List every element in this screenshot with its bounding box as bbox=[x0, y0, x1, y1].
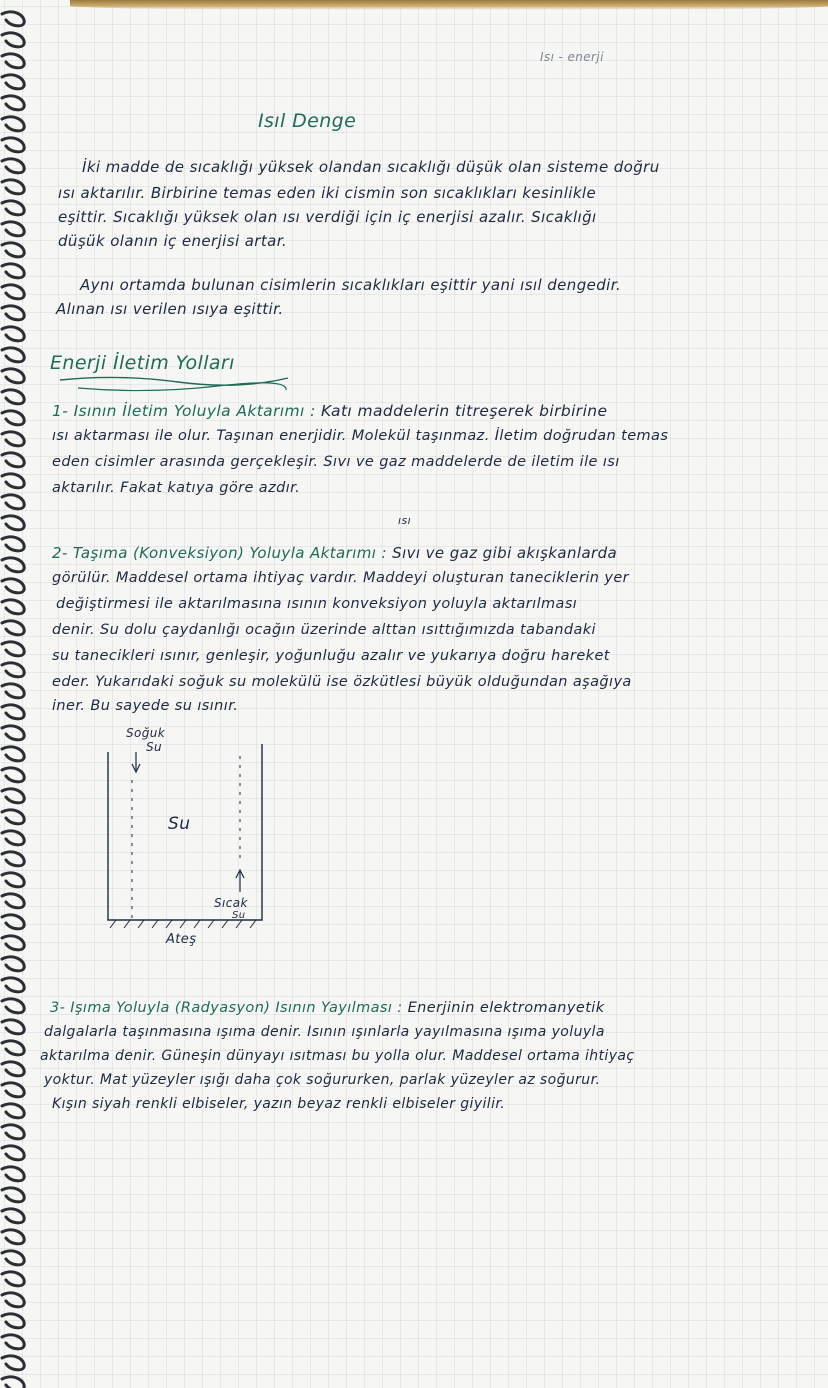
item-3-line: aktarılma denir. Güneşin dünyayı ısıtması bu yolla olur. Maddesel ortama ihtiyaç bbox=[40, 1048, 635, 1064]
spiral-loop bbox=[2, 1356, 24, 1370]
spiral-loop bbox=[2, 411, 24, 425]
spiral-loop bbox=[2, 180, 24, 194]
spiral-loop bbox=[2, 243, 24, 257]
cold-water-label: Soğuk bbox=[126, 726, 166, 740]
hot-water-label-2: Su bbox=[232, 910, 246, 921]
item-2-line: su tanecikleri ısınır, genleşir, yoğunluğu azalır ve yukarıya doğru hareket bbox=[52, 648, 610, 664]
item-2-heading: 2- Taşıma (Konveksiyon) Yoluyla Aktarımı : bbox=[52, 544, 387, 562]
convection-diagram bbox=[96, 722, 296, 962]
spiral-loop bbox=[2, 1041, 24, 1055]
item-2-first-line: Sıvı ve gaz gibi akışkanlarda bbox=[392, 544, 618, 562]
spiral-loop bbox=[2, 600, 24, 614]
spiral-loop bbox=[2, 390, 24, 404]
spiral-loop bbox=[2, 957, 24, 971]
spiral-loop bbox=[2, 222, 24, 236]
spiral-loop bbox=[2, 96, 24, 110]
item-3-line: yoktur. Mat yüzeyler ışığı daha çok soğururken, parlak yüzeyler az soğurur. bbox=[44, 1072, 601, 1088]
fire-label: Ateş bbox=[166, 932, 197, 947]
spiral-loop bbox=[2, 558, 24, 572]
intro-line: İki madde de sıcaklığı yüksek olandan sıcaklığı düşük olan sisteme doğru bbox=[82, 158, 660, 176]
spiral-loop bbox=[2, 1209, 24, 1223]
spiral-loop bbox=[2, 264, 24, 278]
spiral-loop bbox=[2, 306, 24, 320]
spiral-loop bbox=[2, 663, 24, 677]
spiral-loop bbox=[2, 768, 24, 782]
spiral-loop bbox=[2, 159, 24, 173]
insert-note: ısı bbox=[398, 514, 412, 527]
item-1-first-line: Katı maddelerin titreşerek birbirine bbox=[321, 402, 608, 420]
spiral-loop bbox=[2, 621, 24, 635]
intro-line: Aynı ortamda bulunan cisimlerin sıcaklıkları eşittir yani ısıl dengedir. bbox=[80, 276, 622, 294]
spiral-loop bbox=[2, 1314, 24, 1328]
item-3-line: Kışın siyah renkli elbiseler, yazın beyaz renkli elbiseler giyilir. bbox=[52, 1096, 506, 1112]
item-2-line: iner. Bu sayede su ısınır. bbox=[52, 698, 239, 714]
spiral-loop bbox=[2, 201, 24, 215]
spiral-loop bbox=[2, 537, 24, 551]
spiral-loop bbox=[2, 1083, 24, 1097]
spiral-loop bbox=[2, 1167, 24, 1181]
spiral-loop bbox=[2, 369, 24, 383]
page-title: Isıl Denge bbox=[258, 110, 357, 132]
item-1-line: ısı aktarması ile olur. Taşınan enerjidir. Molekül taşınmaz. İletim doğrudan temas bbox=[52, 428, 669, 444]
spiral-loop bbox=[2, 1251, 24, 1265]
spiral-loop bbox=[2, 831, 24, 845]
spiral-loop bbox=[2, 894, 24, 908]
diagram-drawing bbox=[96, 722, 296, 962]
spiral-loop bbox=[2, 642, 24, 656]
cold-water-label-2: Su bbox=[146, 740, 163, 754]
spiral-loop bbox=[2, 1293, 24, 1307]
spiral-loop bbox=[2, 810, 24, 824]
spiral-binding bbox=[0, 0, 34, 1388]
spiral-loop bbox=[2, 138, 24, 152]
spiral-loop bbox=[2, 54, 24, 68]
spiral-loop bbox=[2, 33, 24, 47]
spiral-loop bbox=[2, 1230, 24, 1244]
spiral-loop bbox=[2, 1104, 24, 1118]
spiral-loop bbox=[2, 474, 24, 488]
spiral-loop bbox=[2, 915, 24, 929]
item-3-heading: 3- Işıma Yoluyla (Radyasyon) Isının Yayılması : bbox=[50, 1000, 403, 1016]
page-top-edge bbox=[70, 0, 828, 10]
item-2-line: denir. Su dolu çaydanlığı ocağın üzerinde alttan ısıttığımızda tabandaki bbox=[52, 622, 596, 638]
intro-line: ısı aktarılır. Birbirine temas eden iki cismin son sıcaklıkları kesinlikle bbox=[58, 184, 597, 202]
item-2-line: eder. Yukarıdaki soğuk su molekülü ise özkütlesi büyük olduğundan aşağıya bbox=[52, 674, 632, 690]
spiral-loop bbox=[2, 1020, 24, 1034]
spiral-loop bbox=[2, 348, 24, 362]
spiral-loop bbox=[2, 285, 24, 299]
hot-water-label: Sıcak bbox=[214, 896, 248, 910]
section-underline bbox=[58, 372, 290, 394]
spiral-loop bbox=[2, 1146, 24, 1160]
water-label: Su bbox=[168, 814, 191, 834]
spiral-loop bbox=[2, 705, 24, 719]
item-2-line: görülür. Maddesel ortama ihtiyaç vardır. Maddeyi oluşturan taneciklerin yer bbox=[52, 570, 630, 586]
spiral-loop bbox=[2, 726, 24, 740]
spiral-loop bbox=[2, 1377, 24, 1388]
intro-line: düşük olanın iç enerjisi artar. bbox=[58, 232, 288, 250]
spiral-loop bbox=[2, 684, 24, 698]
item-1-line: aktarılır. Fakat katıya göre azdır. bbox=[52, 480, 301, 496]
spiral-loop bbox=[2, 999, 24, 1013]
spiral-loop bbox=[2, 516, 24, 530]
item-2-line bbox=[52, 544, 617, 562]
spiral-loop bbox=[2, 75, 24, 89]
item-3-line: dalgalarla taşınmasına ışıma denir. Isının ışınlarla yayılmasına ışıma yoluyla bbox=[44, 1024, 605, 1040]
spiral-loop bbox=[2, 852, 24, 866]
spiral-loop bbox=[2, 873, 24, 887]
spiral-loop bbox=[2, 1272, 24, 1286]
spiral-loop bbox=[2, 1188, 24, 1202]
item-2-line: değiştirmesi ile aktarılmasına ısının konveksiyon yoluyla aktarılması bbox=[56, 596, 578, 612]
spiral-loop bbox=[2, 579, 24, 593]
spiral-loop bbox=[2, 936, 24, 950]
intro-line: Alınan ısı verilen ısıya eşittir. bbox=[56, 300, 284, 318]
spiral-loop bbox=[2, 117, 24, 131]
intro-line: eşittir. Sıcaklığı yüksek olan ısı verdiği için iç enerjisi azalır. Sıcaklığı bbox=[58, 208, 597, 226]
spiral-loop bbox=[2, 1062, 24, 1076]
item-1-line: eden cisimler arasında gerçekleşir. Sıvı ve gaz maddelerde de iletim ile ısı bbox=[52, 454, 620, 470]
spiral-loop bbox=[2, 495, 24, 509]
spiral-loop bbox=[2, 432, 24, 446]
spiral-loop bbox=[2, 1335, 24, 1349]
item-3-line bbox=[50, 1000, 605, 1016]
item-1-heading: 1- Isının İletim Yoluyla Aktarımı : bbox=[52, 402, 316, 420]
section-heading: Enerji İletim Yolları bbox=[50, 352, 235, 374]
spiral-loop bbox=[2, 789, 24, 803]
topic-note: Isı - enerji bbox=[540, 50, 604, 64]
spiral-loop bbox=[2, 978, 24, 992]
spiral-loop bbox=[2, 747, 24, 761]
spiral-loop bbox=[2, 1125, 24, 1139]
spiral-loop bbox=[2, 453, 24, 467]
spiral-loop bbox=[2, 12, 24, 26]
item-1-line bbox=[52, 402, 607, 420]
item-3-first-line: Enerjinin elektromanyetik bbox=[407, 1000, 605, 1016]
spiral-loop bbox=[2, 327, 24, 341]
